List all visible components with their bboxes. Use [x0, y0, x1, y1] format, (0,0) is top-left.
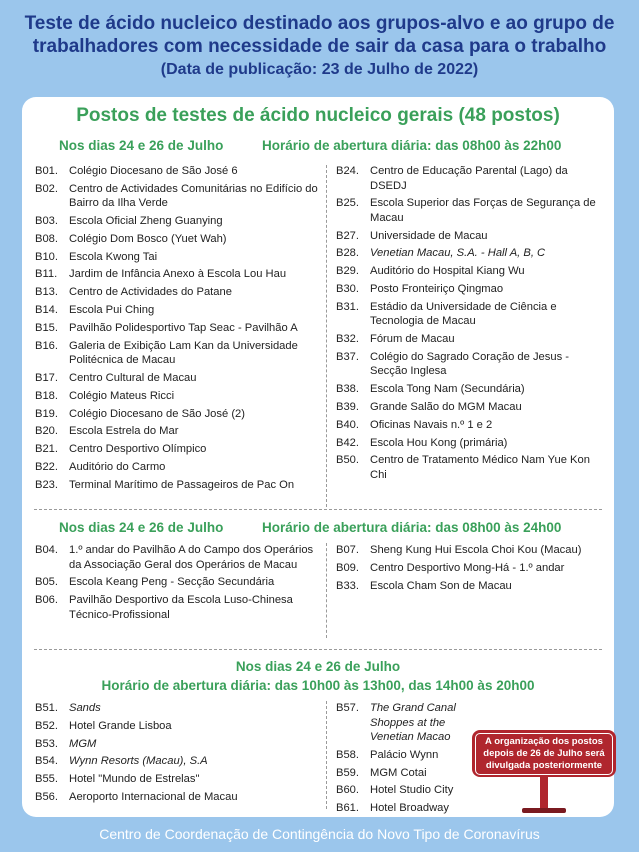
site-code: B58. — [336, 748, 360, 761]
site-name: Terminal Marítimo de Passageiros de Pac On — [69, 478, 295, 491]
site-name: MGM Cotai — [370, 766, 427, 779]
list-item — [336, 766, 476, 781]
site-code: B54. — [35, 755, 59, 768]
site-name: Oficinas Navais n.º 1 e 2 — [370, 418, 493, 431]
list-item — [336, 350, 604, 379]
site-code: B21. — [35, 443, 59, 456]
site-name: Centro Desportivo Mong-Há - 1.º andar — [370, 561, 565, 574]
site-code: B06. — [35, 594, 59, 607]
content-panel — [22, 97, 614, 817]
site-name: 1.º andar do Pavilhão A do Campo dos Operários da Associação Geral dos Operários de Macau — [69, 544, 314, 571]
header — [0, 0, 639, 80]
list-item — [35, 267, 325, 282]
site-name: MGM — [69, 737, 97, 750]
site-code: B37. — [336, 350, 360, 363]
site-code: B20. — [35, 425, 59, 438]
sign-base — [522, 808, 566, 813]
list-item — [336, 436, 604, 451]
site-name: Colégio Mateus Ricci — [69, 389, 175, 402]
site-name: Venetian Macau, S.A. - Hall A, B, C — [370, 247, 546, 260]
list-item — [35, 575, 320, 590]
site-name: Hotel "Mundo de Estrelas" — [69, 773, 200, 786]
publication-date: (Data de publicação: 23 de Julho de 2022) — [160, 61, 479, 78]
list-item — [35, 754, 320, 769]
section1-left-list — [35, 164, 325, 496]
list-item — [336, 701, 476, 745]
notice-sign — [472, 730, 616, 777]
site-name: Centro de Tratamento Médico Nam Yue Kon Chi — [370, 454, 590, 481]
site-code: B22. — [35, 460, 59, 473]
list-item — [35, 339, 325, 368]
site-code: B15. — [35, 321, 59, 334]
site-name: Escola Superior das Forças de Segurança de Macau — [370, 197, 596, 224]
site-name: Centro Desportivo Olímpico — [69, 443, 207, 456]
column-divider — [326, 165, 327, 507]
list-item — [35, 790, 320, 805]
site-code: B02. — [35, 182, 59, 195]
site-code: B24. — [336, 165, 360, 177]
site-code: B28. — [336, 247, 360, 260]
site-code: B29. — [336, 265, 360, 278]
list-item — [35, 407, 325, 422]
list-item — [35, 303, 325, 318]
section1-hours: Horário de abertura diária: das 08h00 às 22h00 — [262, 138, 562, 153]
site-name: Sands — [69, 702, 101, 714]
footer-organization: Centro de Coordenação de Contingência do Novo Tipo de Coronavírus — [99, 826, 540, 842]
site-name: Centro de Educação Parental (Lago) da DSEDJ — [370, 165, 568, 192]
site-name: Escola Kwong Tai — [69, 250, 158, 263]
site-code: B16. — [35, 339, 59, 352]
list-item — [35, 424, 325, 439]
site-name: Centro Cultural de Macau — [69, 371, 197, 384]
site-code: B31. — [336, 300, 360, 313]
list-item — [336, 164, 604, 193]
section-divider — [34, 649, 602, 650]
site-name: Escola Hou Kong (primária) — [370, 436, 508, 449]
list-item — [35, 321, 325, 336]
list-item — [35, 250, 325, 265]
list-item — [336, 246, 604, 261]
list-item — [336, 561, 604, 576]
site-name: Colégio Diocesano de São José (2) — [69, 407, 245, 420]
list-item — [35, 737, 320, 752]
list-item — [336, 801, 476, 816]
list-item — [336, 579, 604, 594]
site-name: Pavilhão Polidesportivo Tap Seac - Pavilhão A — [69, 321, 298, 334]
site-name: Colégio Diocesano de São José 6 — [69, 165, 238, 177]
site-code: B13. — [35, 286, 59, 299]
list-item — [336, 453, 604, 482]
site-name: Estádio da Universidade de Ciência e Tecnologia de Macau — [370, 300, 557, 328]
site-code: B14. — [35, 304, 59, 317]
site-code: B10. — [35, 250, 59, 263]
section2-left-list — [35, 543, 320, 625]
list-item — [336, 400, 604, 415]
list-item — [35, 701, 320, 716]
list-item — [336, 748, 476, 763]
site-code: B30. — [336, 282, 360, 295]
list-item — [35, 182, 325, 211]
list-item — [35, 772, 320, 787]
list-item — [336, 300, 604, 329]
section2-hours: Horário de abertura diária: das 08h00 às 24h00 — [262, 520, 562, 535]
list-item — [336, 332, 604, 347]
list-item — [336, 382, 604, 397]
site-name: Galeria de Exibição Lam Kan da Universidade Politécnica de Macau — [69, 339, 298, 367]
list-item — [35, 543, 320, 572]
site-code: B17. — [35, 371, 59, 384]
section1-dates: Nos dias 24 e 26 de Julho — [59, 138, 224, 153]
list-item — [35, 285, 325, 300]
site-code: B25. — [336, 197, 360, 210]
site-name: Wynn Resorts (Macau), S.A — [69, 755, 208, 768]
site-code: B08. — [35, 232, 59, 245]
section2-dates: Nos dias 24 e 26 de Julho — [59, 520, 224, 535]
list-item — [35, 719, 320, 734]
site-name: Escola Estrela do Mar — [69, 425, 179, 438]
list-item — [35, 442, 325, 457]
site-code: B04. — [35, 544, 59, 556]
list-item — [336, 196, 604, 225]
site-code: B32. — [336, 333, 360, 346]
list-item — [35, 214, 325, 229]
list-item — [336, 264, 604, 279]
site-name: Auditório do Hospital Kiang Wu — [370, 265, 525, 278]
sign-post — [540, 777, 548, 812]
notice-sign-text: A organização dos postos depois de 26 de Julho será divulgada posteriormente — [475, 733, 613, 775]
site-code: B38. — [336, 383, 360, 396]
site-code: B11. — [35, 268, 58, 281]
site-name: Auditório do Carmo — [69, 460, 166, 473]
list-item — [35, 371, 325, 386]
site-code: B42. — [336, 436, 360, 449]
list-item — [336, 229, 604, 244]
site-name: Centro de Actividades do Patane — [69, 286, 232, 299]
site-code: B40. — [336, 418, 360, 431]
document-title-line2: trabalhadores com necessidade de sair da casa para o trabalho — [32, 36, 607, 57]
column-divider — [326, 543, 327, 638]
site-name: Escola Pui Ching — [69, 304, 155, 317]
site-name: Jardim de Infância Anexo à Escola Lou Hau — [69, 268, 287, 281]
site-name: Palácio Wynn — [370, 748, 439, 761]
section3-dates: Nos dias 24 e 26 de Julho — [235, 659, 401, 674]
site-code: B27. — [336, 229, 360, 242]
site-name: Sheng Kung Hui Escola Choi Kou (Macau) — [370, 544, 582, 556]
site-code: B52. — [35, 719, 59, 732]
site-code: B03. — [35, 215, 59, 228]
site-name: Centro de Actividades Comunitárias no Edifício do Bairro da Ilha Verde — [69, 182, 318, 210]
list-item — [35, 460, 325, 475]
column-divider — [326, 701, 327, 809]
site-code: B60. — [336, 784, 360, 797]
site-code: B18. — [35, 389, 59, 402]
site-name: Colégio Dom Bosco (Yuet Wah) — [69, 232, 227, 245]
site-code: B07. — [336, 544, 360, 556]
site-name: Colégio do Sagrado Coração de Jesus - Secção Inglesa — [370, 350, 570, 378]
list-item — [35, 389, 325, 404]
site-code: B39. — [336, 400, 360, 413]
site-code: B51. — [35, 702, 59, 714]
main-title: Postos de testes de ácido nucleico gerais (48 postos) — [76, 105, 560, 126]
site-name: Escola Tong Nam (Secundária) — [370, 383, 525, 396]
site-name: Grande Salão do MGM Macau — [370, 400, 522, 413]
list-item — [35, 232, 325, 247]
document-title-line1: Teste de ácido nucleico destinado aos grupos-alvo e ao grupo de — [24, 13, 615, 34]
site-code: B61. — [336, 802, 360, 815]
list-item — [35, 478, 325, 493]
site-name: Posto Fronteiriço Qingmao — [370, 282, 504, 295]
site-code: B56. — [35, 790, 59, 803]
site-code: B23. — [35, 478, 59, 491]
site-name: Hotel Grande Lisboa — [69, 719, 172, 732]
site-code: B09. — [336, 561, 360, 574]
list-item — [336, 282, 604, 297]
site-name: Hotel Studio City — [370, 784, 454, 797]
site-code: B57. — [336, 702, 360, 714]
site-name: Escola Oficial Zheng Guanying — [69, 215, 223, 228]
site-code: B05. — [35, 576, 59, 589]
section-divider — [34, 509, 602, 510]
section3-right-list — [336, 701, 476, 819]
site-name: Escola Cham Son de Macau — [370, 579, 512, 592]
list-item — [336, 418, 604, 433]
site-code: B55. — [35, 773, 59, 786]
list-item — [336, 783, 476, 798]
site-code: B50. — [336, 454, 360, 467]
list-item — [35, 164, 325, 179]
section3-hours: Horário de abertura diária: das 10h00 às 13h00, das 14h00 às 20h00 — [101, 678, 535, 693]
site-name: Universidade de Macau — [370, 229, 488, 242]
site-code: B01. — [35, 165, 59, 177]
site-code: B33. — [336, 579, 360, 592]
site-name: Aeroporto Internacional de Macau — [69, 790, 238, 803]
list-item — [35, 593, 320, 622]
section1-right-list — [336, 164, 604, 486]
site-name: The Grand Canal Shoppes at the Venetian Macao — [370, 702, 456, 743]
site-name: Hotel Broadway — [370, 802, 449, 815]
list-item — [336, 543, 604, 558]
site-name: Pavilhão Desportivo da Escola Luso-Chinesa Técnico-Profissional — [69, 594, 293, 621]
section2-right-list — [336, 543, 604, 596]
site-code: B59. — [336, 766, 360, 779]
site-name: Escola Keang Peng - Secção Secundária — [69, 576, 275, 589]
section3-left-list — [35, 701, 320, 808]
site-name: Fórum de Macau — [370, 333, 455, 346]
site-code: B53. — [35, 737, 59, 750]
site-code: B19. — [35, 407, 59, 420]
